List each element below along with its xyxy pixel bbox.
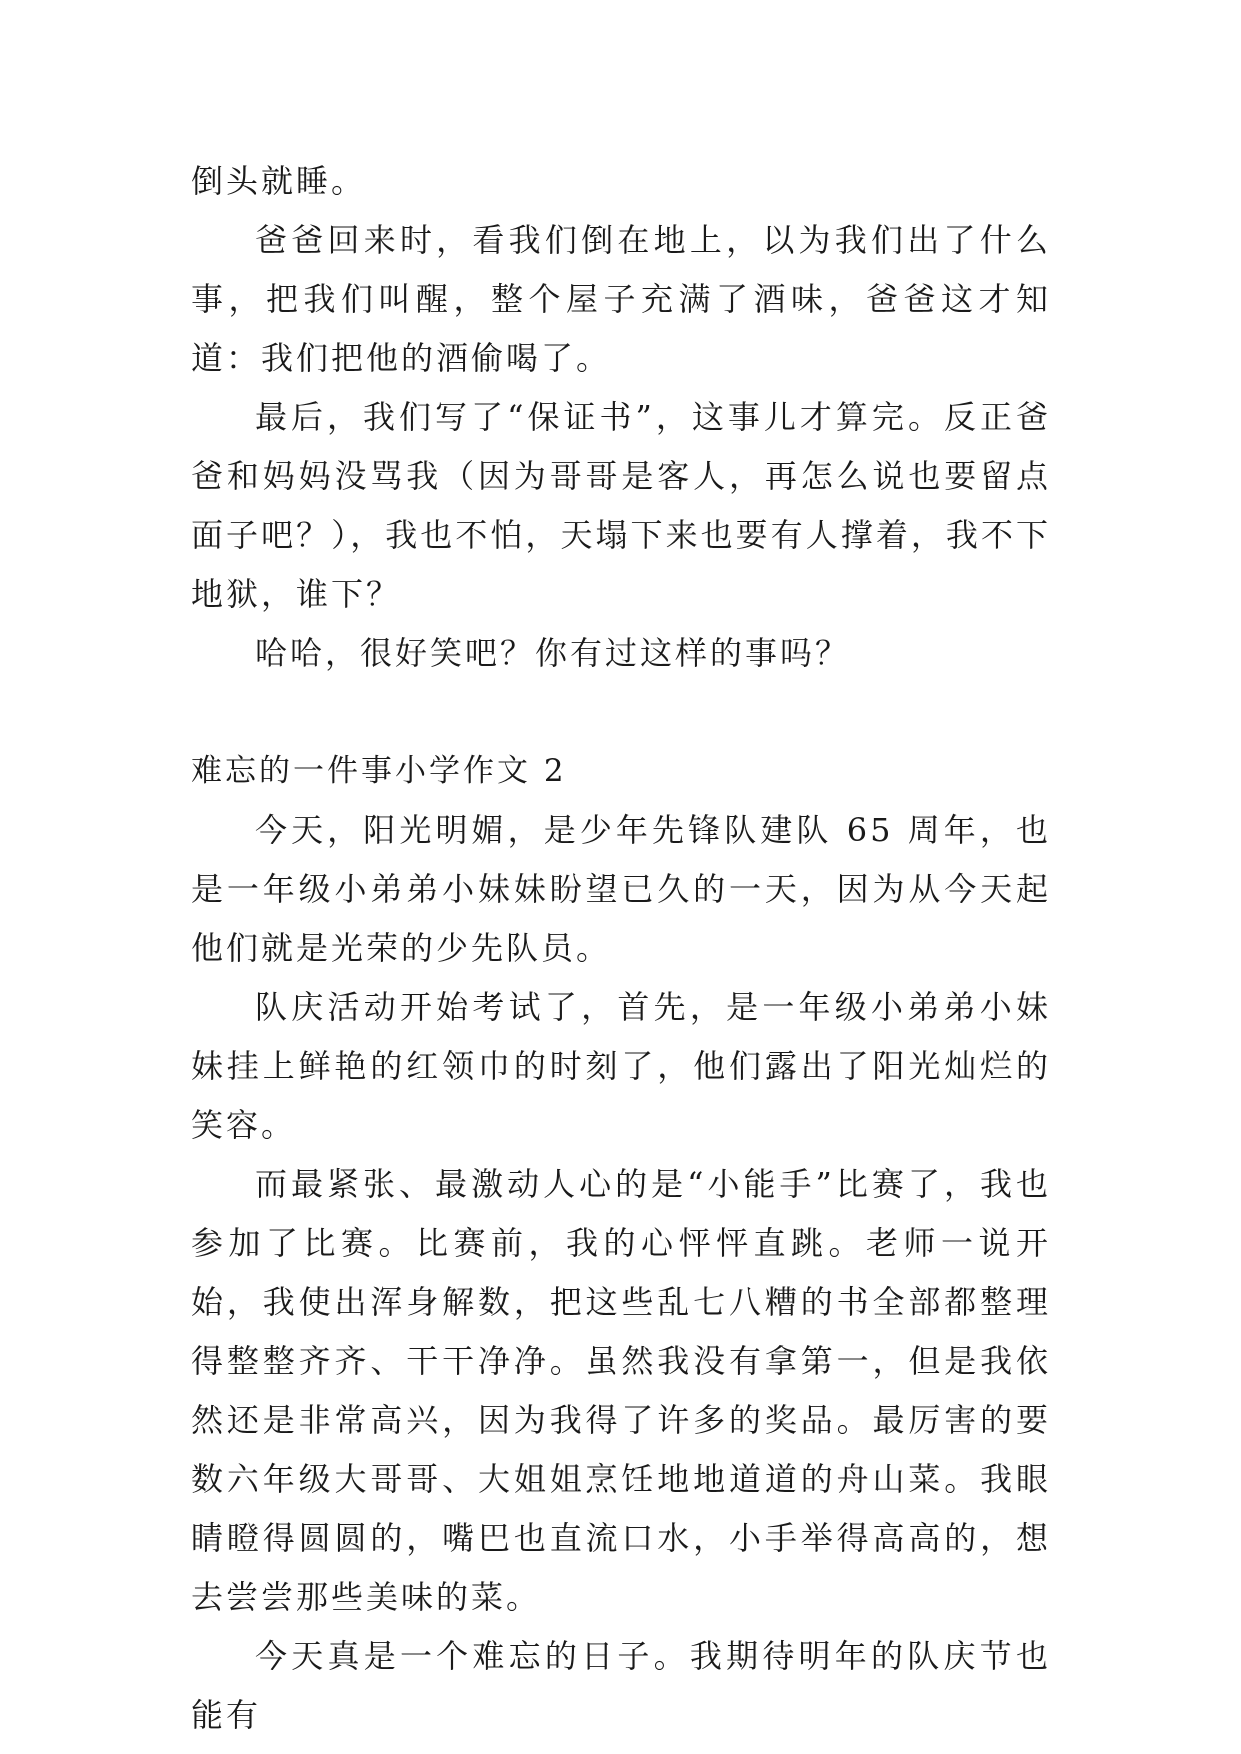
- paragraph-funny: 哈哈，很好笑吧？你有过这样的事吗？: [255, 634, 851, 672]
- paragraph-red-scarf: 队庆活动开始考试了，首先，是一年级小弟弟小妹妹挂上鲜艳的红领巾的时刻了，他们露出了阳光灿烂的笑容。: [191, 988, 1051, 1144]
- paragraph-dad-returns: 爸爸回来时，看我们倒在地上，以为我们出了什么事，把我们叫醒，整个屋子充满了酒味，爸爸这才知道：我们把他的酒偷喝了。: [191, 221, 1051, 377]
- paragraph-competition: 而最紧张、最激动人心的是“小能手”比赛了，我也参加了比赛。比赛前，我的心怦怦直跳。老师一说开始，我使出浑身解数，把这些乱七八糟的书全部都整理得整整齐齐、干干净净。虽然我没有拿第一，但是我依然还是非常高兴，因为我得了许多的奖品。最厉害的要数六年级大哥哥、大姐姐烹饪地地道道的舟山菜。我眼睛瞪得圆圆的，嘴巴也直流口水，小手举得高高的，想去尝尝那些美味的菜。: [191, 1165, 1051, 1616]
- paragraph-continuation: 倒头就睡。: [191, 162, 367, 200]
- paragraph-guarantee-letter: 最后，我们写了“保证书”，这事儿才算完。反正爸爸和妈妈没骂我（因为哥哥是客人，再怎么说也要留点面子吧？），我也不怕，天塌下来也要有人撑着，我不下地狱，谁下？: [191, 398, 1051, 613]
- paragraph-sunny-day: 今天，阳光明媚，是少年先锋队建队 65 周年，也是一年级小弟弟小妹妹盼望已久的一天，因为从今天起他们就是光荣的少先队员。: [191, 811, 1051, 967]
- document-body: [191, 152, 1051, 1745]
- section-title: 难忘的一件事小学作文 2: [191, 753, 567, 789]
- section-gap: [191, 683, 1051, 742]
- paragraph-memorable-day: 今天真是一个难忘的日子。我期待明年的队庆节也能有: [191, 1637, 1051, 1734]
